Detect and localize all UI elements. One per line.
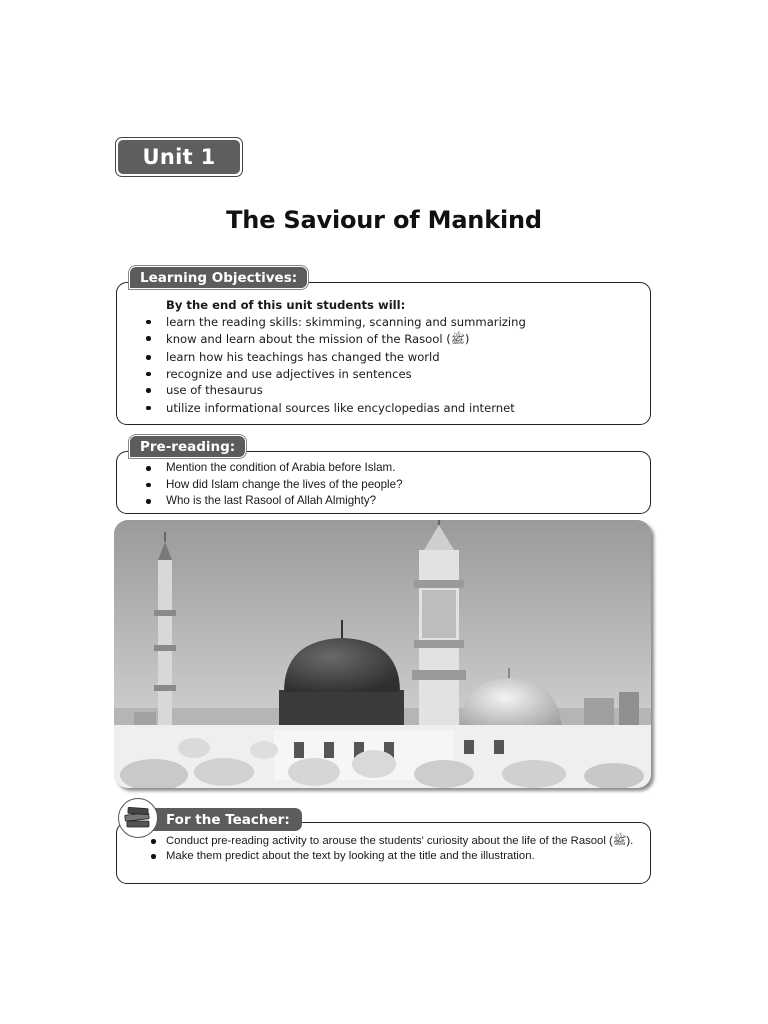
pre-reading-heading: Pre-reading: [129,435,246,458]
teacher-box [116,822,651,884]
unit-badge [115,137,243,177]
list-item: Who is the last Rasool of Allah Almighty? [117,493,650,510]
mosque-illustration [114,520,651,788]
list-item: How did Islam change the lives of the people? [117,477,650,494]
list-item: Mention the condition of Arabia before Islam. [117,460,650,477]
unit-label: Unit 1 [118,140,240,174]
learning-objectives-box [116,282,651,425]
list-item: learn how his teachings has changed the world [117,349,650,366]
list-item: utilize informational sources like encyclopedias and internet [117,400,650,417]
list-item: learn the reading skills: skimming, scanning and summarizing [117,314,650,331]
objectives-list [117,314,650,417]
objectives-intro: By the end of this unit students will: [166,298,406,312]
list-item: recognize and use adjectives in sentences [117,366,650,383]
books-icon [118,798,158,838]
teacher-heading: For the Teacher: [152,808,302,831]
learning-objectives-heading: Learning Objectives: [129,266,308,289]
pre-reading-list [117,460,650,510]
list-item: know and learn about the mission of the Rasool (ﷺ) [117,330,650,349]
pre-reading-box [116,451,651,514]
list-item: Conduct pre-reading activity to arouse the students' curiosity about the life of the Rasool (ﷺ). [117,834,650,849]
list-item: Make them predict about the text by looking at the title and the illustration. [117,849,650,864]
teacher-list [117,834,650,864]
list-item: use of thesaurus [117,382,650,399]
page-title: The Saviour of Mankind [226,206,542,234]
mosque-image [114,520,651,788]
